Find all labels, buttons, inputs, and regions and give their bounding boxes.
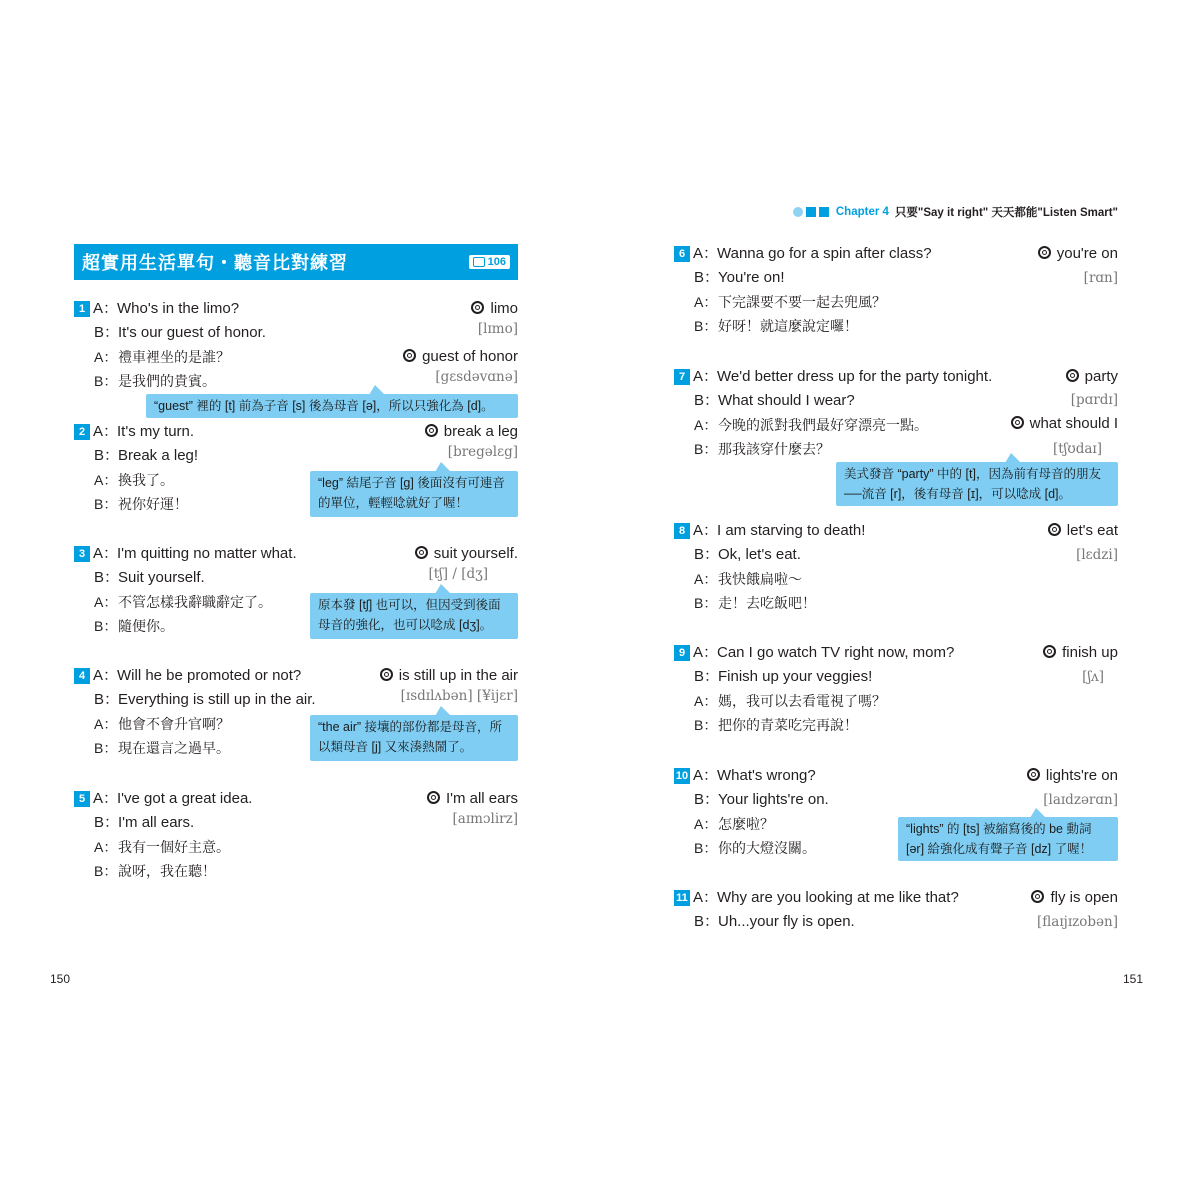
keyword: finish up [1043,642,1118,664]
phonetic: [laɪdzərɑn] [1043,792,1118,808]
dialogue-line: 3 A：I'm quitting no matter what. [74,543,297,565]
dialogue-line: 11 A：Why are you looking at me like that? [674,887,959,909]
dialogue-line: A：怎麼啦？ [694,816,774,832]
dialogue-line: A：下完課要不要一起去兜風？ [694,294,886,310]
target-icon [1066,369,1079,382]
phonetic: [tʃ] / [dʒ] [428,566,488,582]
dialogue-line: 5 A：I've got a great idea. [74,788,252,810]
dialogue-line: B：是我們的貴賓。 [94,373,216,389]
chapter-label: Chapter 4 [835,206,889,218]
dialogue-item-10 [674,765,1118,865]
phonetic: [aɪmɔlirz] [452,811,518,827]
dialogue-line: B：Your lights're on. [694,791,829,808]
dialogue-line: B：You're on! [694,269,785,286]
dialogue-line: B：It's our guest of honor. [94,324,266,341]
dialogue-item-9 [674,642,1118,742]
target-icon [380,668,393,681]
dialogue-line: B：Ok, let's eat. [694,546,801,563]
page-number-right: 151 [1122,972,1143,986]
dialogue-line: B：Break a leg! [94,447,199,464]
audio-track-badge [469,255,510,269]
page-number-left: 150 [50,972,71,986]
dialogue-item-3 [74,543,518,643]
item-number: 4 [74,668,90,684]
item-number: 10 [675,770,689,782]
dialogue-line: B：你的大燈沒關。 [694,840,816,856]
target-icon [1031,890,1044,903]
header-square-icon [806,207,816,217]
dialogue-item-8 [674,520,1118,620]
keyword: I'm all ears [427,788,518,810]
keyword: lights're on [1027,765,1118,787]
dialogue-line: 4 A：Will he be promoted or not? [74,665,301,687]
phonetic: [lɪmo] [477,321,518,337]
section-banner [74,244,518,280]
pronunciation-note: “the air” 接壤的部份都是母音，所以類母音 [j] 又來湊熱鬧了。 [310,715,518,761]
pronunciation-note: 美式發音 “party” 中的 [t]，因為前有母音的朋友──流音 [r]，後有母音 [ɪ]，可以唸成 [d]。 [836,462,1118,506]
pronunciation-note: “leg” 結尾子音 [g] 後面沒有可連音的單位，輕輕唸就好了喔！ [310,471,518,517]
target-icon [427,791,440,804]
phonetic: [flaɪjɪzobən] [1037,914,1118,930]
dialogue-line: B：Uh...your fly is open. [694,913,855,930]
item-number: 9 [674,645,690,661]
dialogue-line: 9 A：Can I go watch TV right now, mom? [674,642,954,664]
dialogue-line: B：好呀！就這麼說定囉！ [694,318,858,334]
dialogue-line: B：Suit yourself. [94,569,205,586]
pronunciation-note: “guest” 裡的 [t] 前為子音 [s] 後為母音 [ə]，所以只強化為 [d]。 [146,394,518,418]
phonetic: [ʃʌ] [1082,669,1104,685]
item-number: 7 [674,369,690,385]
dialogue-line: B：Everything is still up in the air. [94,691,316,708]
dialogue-item-2 [74,421,518,521]
dialogue-line: A：不管怎樣我辭職辭定了。 [94,594,272,610]
dialogue-line: A：禮車裡坐的是誰？ [94,349,230,365]
dialogue-line: B：說呀，我在聽！ [94,863,216,879]
phonetic: [bregəlɛg] [447,444,518,460]
keyword: fly is open [1031,887,1118,909]
audio-track-icon [473,257,485,267]
audio-track-number: 106 [487,256,506,268]
item-number: 11 [674,890,690,906]
dialogue-line: 7 A：We'd better dress up for the party tonight. [674,366,992,388]
target-icon [471,301,484,314]
dialogue-line: 1 A：Who's in the limo? [74,298,239,320]
dialogue-line: B：現在還言之過早。 [94,740,230,756]
dialogue-item-4 [74,665,518,765]
dialogue-line: 2 A：It's my turn. [74,421,194,443]
dialogue-line: 6 A：Wanna go for a spin after class? [674,243,932,265]
dialogue-item-1 [74,298,518,423]
header-square-icon [819,207,829,217]
dialogue-line: B：祝你好運！ [94,496,188,512]
dialogue-line: A：我快餓扁啦～ [694,571,802,587]
keyword: you're on [1038,243,1118,265]
dialogue-line: B：隨便你。 [94,618,174,634]
dialogue-line: A：媽，我可以去看電視了嗎？ [694,693,886,709]
target-icon [1011,416,1024,429]
dialogue-line: B：走！去吃飯吧！ [694,595,816,611]
phonetic: [pɑrdɪ] [1070,392,1118,408]
header-dot-icon [793,207,803,217]
dialogue-line: B：What should I wear? [694,392,855,409]
dialogue-line: B：I'm all ears. [94,814,195,831]
dialogue-line: A：今晚的派對我們最好穿漂亮一點。 [694,417,928,433]
keyword: limo [471,298,518,320]
chapter-header [793,204,1118,220]
target-icon [415,546,428,559]
phonetic: [lɛdzi] [1076,547,1118,563]
dialogue-item-6 [674,243,1118,343]
phonetic: [gɛsdəvɑnə] [435,369,518,385]
item-number: 5 [74,791,90,807]
item-number: 3 [74,546,90,562]
keyword: suit yourself. [415,543,518,565]
phonetic: [rɑn] [1083,270,1118,286]
right-page [600,0,1200,1200]
item-number: 6 [674,246,690,262]
target-icon [425,424,438,437]
target-icon [1027,768,1040,781]
dialogue-line: A：換我了。 [94,472,174,488]
keyword: is still up in the air [380,665,518,687]
keyword: what should I [1011,413,1118,435]
item-number: 2 [74,424,90,440]
dialogue-line: B：把你的青菜吃完再說！ [694,717,858,733]
section-title: 超實用生活單句・聽音比對練習 [82,253,348,273]
target-icon [403,349,416,362]
keyword: guest of honor [403,346,518,368]
dialogue-item-11 [674,887,1118,937]
phonetic: [tʃʊdaɪ] [1052,441,1102,457]
dialogue-item-7 [674,366,1118,508]
target-icon [1038,246,1051,259]
item-number: 8 [674,523,690,539]
dialogue-item-5 [74,788,518,888]
phonetic: [ɪsdɪlʌbən] [¥ijɛr] [400,688,518,704]
target-icon [1043,645,1056,658]
dialogue-line: 10 A：What's wrong? [675,767,816,784]
keyword: let's eat [1048,520,1118,542]
dialogue-line: 8 A：I am starving to death! [674,520,865,542]
dialogue-line: B：Finish up your veggies! [694,668,873,685]
target-icon [1048,523,1061,536]
keyword: party [1066,366,1118,388]
pronunciation-note: 原本發 [tʃ] 也可以，但因受到後面母音的強化，也可以唸成 [dʒ]。 [310,593,518,639]
item-number: 1 [74,301,90,317]
dialogue-line: B：那我該穿什麼去？ [694,441,830,457]
keyword: break a leg [425,421,518,443]
chapter-title: 只要"Say it right" 天天都能"Listen Smart" [894,207,1118,219]
dialogue-line: A：他會不會升官啊？ [94,716,230,732]
pronunciation-note: “lights” 的 [ts] 被縮寫後的 be 動詞 [ər] 給強化成有聲子音 [dz] 了喔！ [898,817,1118,861]
dialogue-line: A：我有一個好主意。 [94,839,230,855]
